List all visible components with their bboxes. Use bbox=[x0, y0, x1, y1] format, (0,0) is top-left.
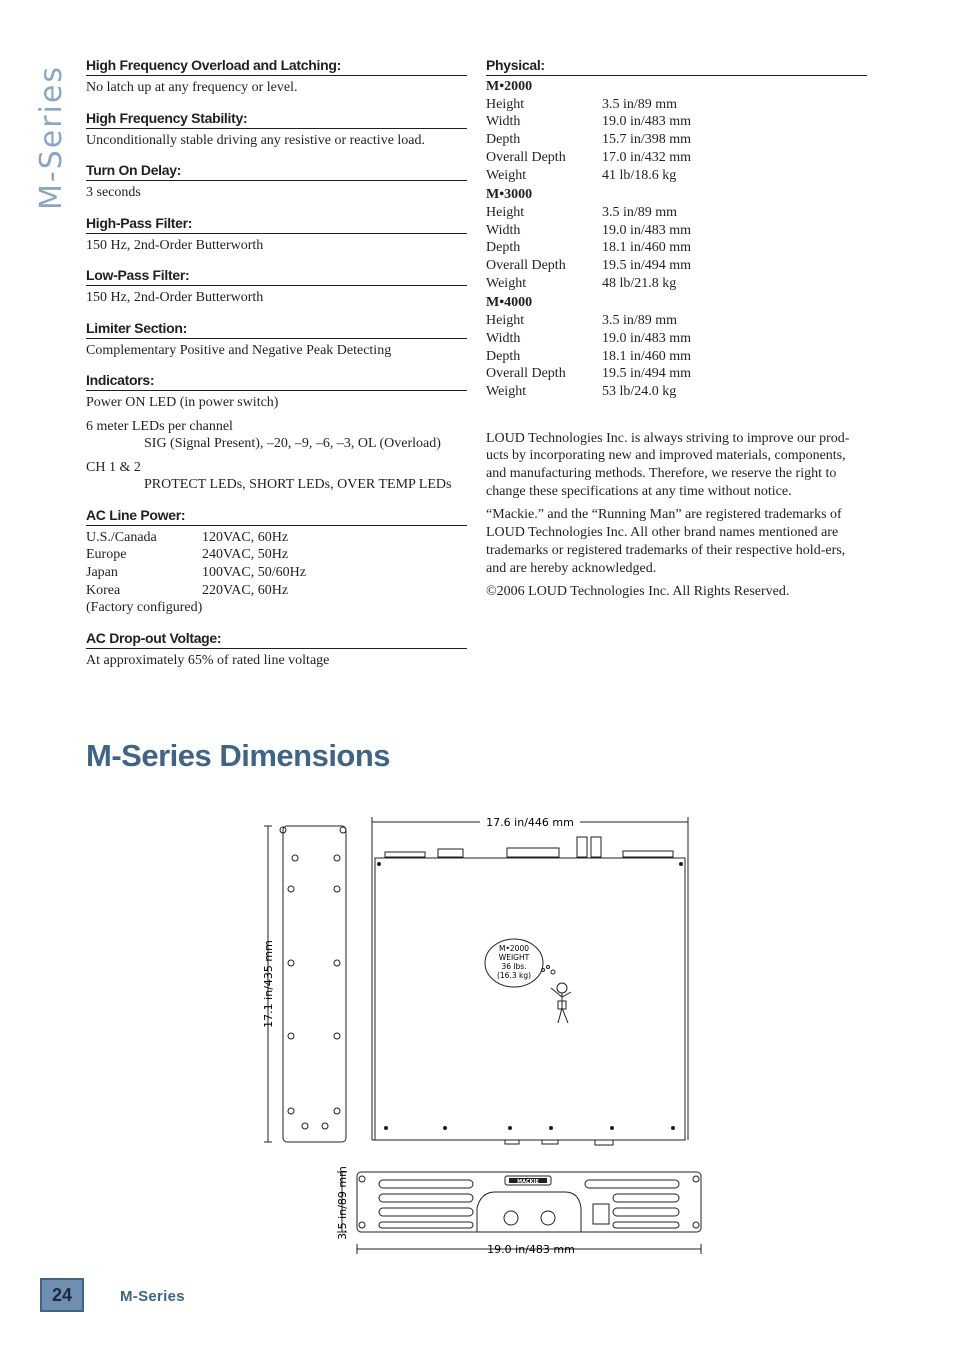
section-text: Unconditionally stable driving any resistive or reactive load. bbox=[86, 132, 426, 148]
spec-row bbox=[486, 275, 867, 293]
spec-value: 48 lb/21.8 kg bbox=[602, 275, 677, 291]
spec-row bbox=[486, 257, 867, 275]
right-column bbox=[486, 57, 867, 607]
model-name: M•2000 bbox=[486, 79, 533, 94]
ac-power-row bbox=[86, 529, 467, 547]
spec-key: Depth bbox=[486, 240, 521, 256]
region-value: 100VAC, 50/60Hz bbox=[202, 564, 306, 580]
spec-value: 17.0 in/432 mm bbox=[602, 149, 692, 165]
section-heading: AC Line Power: bbox=[86, 507, 467, 526]
spec-key: Width bbox=[486, 330, 521, 346]
ac-power-note: (Factory configured) bbox=[86, 600, 203, 616]
notice-paragraph: LOUD Technologies Inc. is always striving to improve our prod-ucts by incorporating new and improved materials, components, and manufacturing methods. Therefore, we reserve the right to change these specifications at any time without notice. bbox=[486, 430, 850, 499]
ac-dropout-section bbox=[86, 630, 467, 670]
spec-row bbox=[486, 330, 867, 348]
model-block bbox=[486, 78, 867, 184]
spec-value: 19.5 in/494 mm bbox=[602, 366, 692, 382]
region-value: 240VAC, 50Hz bbox=[202, 547, 289, 563]
spec-row bbox=[486, 167, 867, 185]
spec-key: Height bbox=[486, 313, 525, 329]
top-width-label: 17.6 in/446 mm bbox=[486, 816, 574, 829]
section-text: No latch up at any frequency or level. bbox=[86, 80, 298, 95]
spec-value: 3.5 in/89 mm bbox=[602, 204, 678, 220]
bubble-model: M•2000 bbox=[499, 944, 529, 953]
section-heading: Low-Pass Filter: bbox=[86, 267, 467, 286]
bubble-weight-label: WEIGHT bbox=[498, 953, 530, 962]
region-value: 120VAC, 60Hz bbox=[202, 529, 289, 545]
spec-key: Height bbox=[486, 96, 525, 112]
spec-section bbox=[86, 267, 467, 307]
model-block bbox=[486, 294, 867, 400]
section-heading: Indicators: bbox=[86, 372, 467, 391]
spec-row bbox=[486, 131, 867, 149]
bubble-weight-kg: (16.3 kg) bbox=[496, 971, 532, 980]
section-heading: Limiter Section: bbox=[86, 320, 467, 339]
spec-section bbox=[86, 320, 467, 360]
notices bbox=[486, 430, 867, 601]
running-man-figure bbox=[542, 966, 572, 1024]
ac-line-power-section bbox=[86, 507, 467, 618]
region-value: 220VAC, 60Hz bbox=[202, 582, 289, 598]
spec-key: Weight bbox=[486, 275, 527, 291]
spec-value: 18.1 in/460 mm bbox=[602, 240, 692, 256]
spec-value: 41 lb/18.6 kg bbox=[602, 167, 677, 183]
dimensions-svg bbox=[255, 812, 715, 1262]
section-text: 3 seconds bbox=[86, 185, 141, 200]
side-panel bbox=[283, 826, 346, 1142]
spec-row bbox=[486, 149, 867, 167]
spec-row bbox=[486, 222, 867, 240]
model-name: M•3000 bbox=[486, 187, 533, 203]
spec-row bbox=[486, 239, 867, 257]
section-text: PROTECT LEDs, SHORT LEDs, OVER TEMP LEDs bbox=[144, 477, 452, 492]
dimensions-title: M-Series Dimensions bbox=[86, 738, 391, 773]
page-number: 24 bbox=[40, 1278, 84, 1312]
section-text: SIG (Signal Present), –20, –9, –6, –3, OL (Overload) bbox=[144, 436, 441, 451]
spec-row bbox=[486, 348, 867, 366]
side-title: M-Series bbox=[34, 65, 69, 210]
section-text: Power ON LED (in power switch) bbox=[86, 395, 279, 410]
section-heading: Turn On Delay: bbox=[86, 162, 467, 181]
section-text: 150 Hz, 2nd-Order Butterworth bbox=[86, 237, 264, 253]
spec-section bbox=[86, 215, 467, 255]
spec-key: Overall Depth bbox=[486, 258, 566, 274]
section-heading: Physical: bbox=[486, 57, 867, 76]
spec-value: 19.0 in/483 mm bbox=[602, 330, 692, 346]
section-text: 150 Hz, 2nd-Order Butterworth bbox=[86, 290, 264, 305]
section-text: At approximately 65% of rated line voltage bbox=[86, 653, 330, 669]
spec-key: Depth bbox=[486, 348, 521, 364]
spec-value: 53 lb/24.0 kg bbox=[602, 383, 677, 399]
spec-section bbox=[86, 110, 467, 150]
spec-section bbox=[86, 162, 467, 202]
spec-key: Overall Depth bbox=[486, 149, 566, 165]
ac-power-row bbox=[86, 546, 467, 564]
region-label: Korea bbox=[86, 582, 121, 598]
side-depth-label: 17.1 in/435 mm bbox=[262, 940, 275, 1028]
bubble-weight-lbs: 36 lbs. bbox=[501, 962, 527, 971]
section-heading: High-Pass Filter: bbox=[86, 215, 467, 234]
indicators-section bbox=[86, 372, 467, 494]
dimensions-drawing bbox=[255, 812, 715, 1267]
region-label: Japan bbox=[86, 564, 118, 580]
spec-row bbox=[486, 312, 867, 330]
section-heading: AC Drop-out Voltage: bbox=[86, 630, 467, 649]
spec-key: Weight bbox=[486, 383, 527, 399]
spec-value: 3.5 in/89 mm bbox=[602, 313, 678, 329]
spec-value: 18.1 in/460 mm bbox=[602, 348, 692, 364]
spec-value: 15.7 in/398 mm bbox=[602, 132, 692, 148]
spec-row bbox=[486, 96, 867, 114]
section-heading: High Frequency Stability: bbox=[86, 110, 467, 129]
section-text: CH 1 & 2 bbox=[86, 459, 141, 475]
model-name: M•4000 bbox=[486, 295, 533, 311]
spec-row bbox=[486, 113, 867, 131]
front-logo: MACKIE bbox=[517, 1179, 539, 1185]
ac-power-row bbox=[86, 582, 467, 600]
spec-row bbox=[486, 204, 867, 222]
spec-key: Width bbox=[486, 222, 521, 238]
spec-key: Depth bbox=[486, 132, 521, 148]
footer-label: M-Series bbox=[120, 1288, 185, 1305]
spec-row bbox=[486, 365, 867, 383]
top-view-chassis bbox=[375, 858, 685, 1140]
spec-key: Height bbox=[486, 204, 525, 220]
spec-key: Weight bbox=[486, 167, 527, 183]
spec-section bbox=[86, 57, 467, 97]
spec-value: 19.0 in/483 mm bbox=[602, 114, 692, 130]
copyright-text: ©2006 LOUD Technologies Inc. All Rights Reserved. bbox=[486, 584, 790, 600]
front-width-label: 19.0 in/483 mm bbox=[487, 1243, 575, 1256]
spec-value: 19.5 in/494 mm bbox=[602, 258, 692, 274]
ac-power-table bbox=[86, 529, 467, 618]
front-height-label: 3.5 in/89 mm bbox=[336, 1166, 349, 1240]
ac-power-row bbox=[86, 564, 467, 582]
notice-paragraph: “Mackie.” and the “Running Man” are registered trademarks of LOUD Technologies Inc. All other brand names mentioned are trademarks or registered trademarks of their respective hold-ers, and are hereby acknowledged. bbox=[486, 507, 846, 576]
region-label: Europe bbox=[86, 547, 127, 563]
section-text: Complementary Positive and Negative Peak Detecting bbox=[86, 342, 392, 358]
spec-value: 3.5 in/89 mm bbox=[602, 96, 678, 112]
section-heading: High Frequency Overload and Latching: bbox=[86, 57, 467, 76]
spec-value: 19.0 in/483 mm bbox=[602, 222, 692, 238]
model-block bbox=[486, 186, 867, 292]
spec-row bbox=[486, 383, 867, 401]
left-column bbox=[86, 57, 467, 683]
spec-key: Overall Depth bbox=[486, 366, 566, 382]
region-label: U.S./Canada bbox=[86, 529, 157, 545]
spec-key: Width bbox=[486, 114, 521, 130]
section-text: 6 meter LEDs per channel bbox=[86, 418, 233, 434]
